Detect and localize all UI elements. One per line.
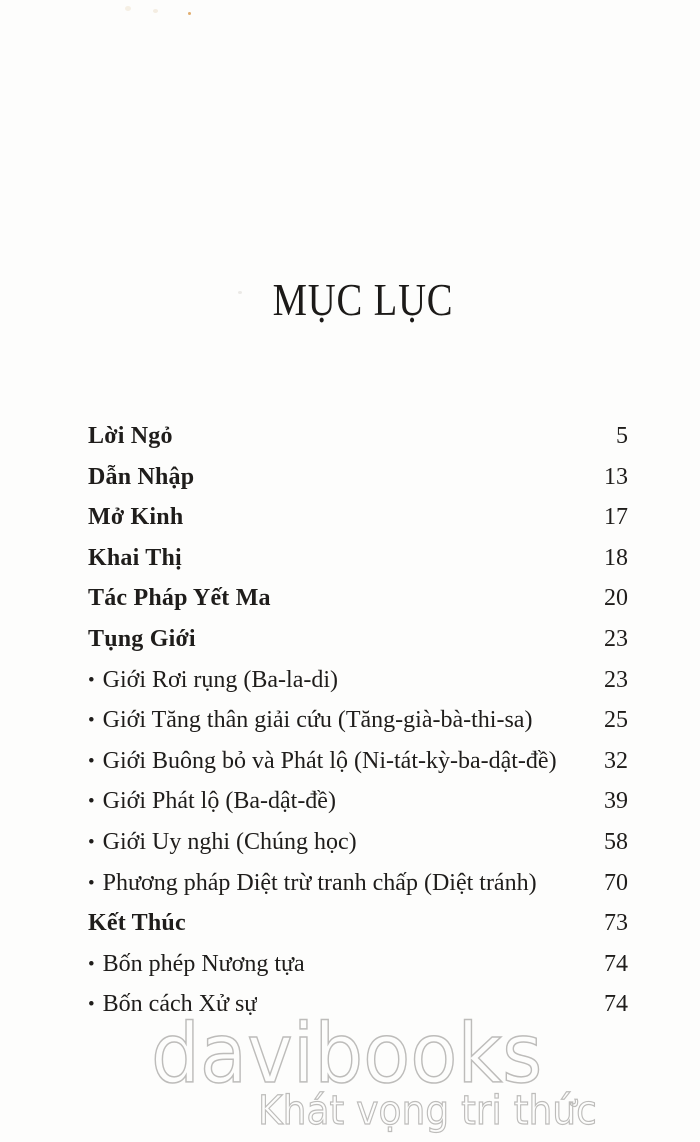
toc-entry-page: 39: [604, 788, 628, 815]
toc-entry-page: 73: [604, 910, 628, 937]
toc-entry-label: Kết Thúc: [88, 910, 186, 937]
toc-entry-label: [88, 944, 305, 985]
toc-entry-page: 74: [604, 991, 628, 1018]
toc-entry: [88, 944, 628, 985]
toc-entry: [88, 578, 628, 619]
toc-entry-label: Mở Kinh: [88, 504, 184, 531]
toc-entry-page: 17: [604, 504, 628, 531]
toc-entry-page: 13: [604, 463, 628, 490]
bullet-icon: •: [88, 831, 95, 853]
toc-entry-page: 32: [604, 747, 628, 774]
toc-entry-label: [88, 822, 357, 863]
toc-entry-page: 58: [604, 828, 628, 855]
toc-entry-page: 23: [604, 666, 628, 693]
toc-entry-text: Bốn phép Nương tựa: [102, 950, 305, 977]
toc-entry: [88, 700, 628, 741]
toc-entry-label: [88, 863, 537, 904]
scan-speck: [153, 9, 158, 13]
toc-entry-page: 5: [616, 423, 628, 449]
toc-entry-label: [88, 660, 338, 701]
bullet-icon: •: [88, 791, 95, 813]
toc-entry: [88, 984, 628, 1025]
bullet-icon: •: [88, 669, 95, 691]
toc-entry-text: Giới Buông bỏ và Phát lộ (Ni-tát-kỳ-ba-dật-đề): [102, 747, 557, 774]
toc-entry: [88, 903, 628, 944]
bullet-icon: •: [88, 750, 95, 772]
toc-entry-text: Giới Uy nghi (Chúng học): [102, 828, 357, 855]
toc-entry: [88, 538, 628, 579]
scan-speck: [125, 6, 131, 11]
toc-entry-label: Dẫn Nhập: [88, 463, 195, 490]
toc-entry: [88, 863, 628, 904]
toc-entry-page: 18: [604, 544, 628, 571]
bullet-icon: •: [88, 994, 95, 1016]
bullet-icon: •: [88, 953, 95, 975]
toc-entry-page: 74: [604, 950, 628, 977]
toc-entry-text: Giới Phát lộ (Ba-dật-đề): [102, 788, 336, 815]
toc-entry-text: Phương pháp Diệt trừ tranh chấp (Diệt tránh): [102, 869, 537, 896]
watermark-brand: davibooks: [151, 1007, 543, 1102]
bullet-icon: •: [88, 872, 95, 894]
toc-entry-page: 20: [604, 585, 628, 612]
page-title: MỤC LỤC: [272, 274, 454, 325]
toc-entry: [88, 457, 628, 498]
toc-entry-label: [88, 781, 336, 822]
toc-entry-label: [88, 700, 532, 741]
watermark-tagline: Khát vọng tri thức: [258, 1088, 597, 1134]
bullet-icon: •: [88, 710, 95, 732]
toc-entry-page: 25: [604, 707, 628, 734]
table-of-contents: [88, 416, 628, 1025]
toc-entry-text: Giới Rơi rụng (Ba-la-di): [102, 666, 338, 693]
toc-entry-page: 23: [604, 625, 628, 652]
toc-entry-text: Giới Tăng thân giải cứu (Tăng-già-bà-thi-sa): [102, 707, 533, 734]
toc-entry: [88, 822, 628, 863]
scan-speck: [188, 12, 191, 15]
toc-entry: [88, 497, 628, 538]
toc-entry-label: Lời Ngỏ: [88, 423, 173, 449]
toc-entry-label: [88, 984, 257, 1025]
toc-entry: [88, 741, 628, 782]
toc-entry-label: Tác Pháp Yết Ma: [88, 585, 271, 612]
toc-entry: [88, 781, 628, 822]
toc-entry-label: Khai Thị: [88, 544, 182, 571]
toc-entry-text: Bốn cách Xử sự: [102, 991, 258, 1018]
toc-entry: [88, 416, 628, 457]
toc-entry: [88, 660, 628, 701]
toc-entry-label: Tụng Giới: [88, 625, 196, 652]
toc-entry-label: [88, 741, 557, 782]
toc-entry: [88, 619, 628, 660]
toc-entry-page: 70: [604, 869, 628, 896]
